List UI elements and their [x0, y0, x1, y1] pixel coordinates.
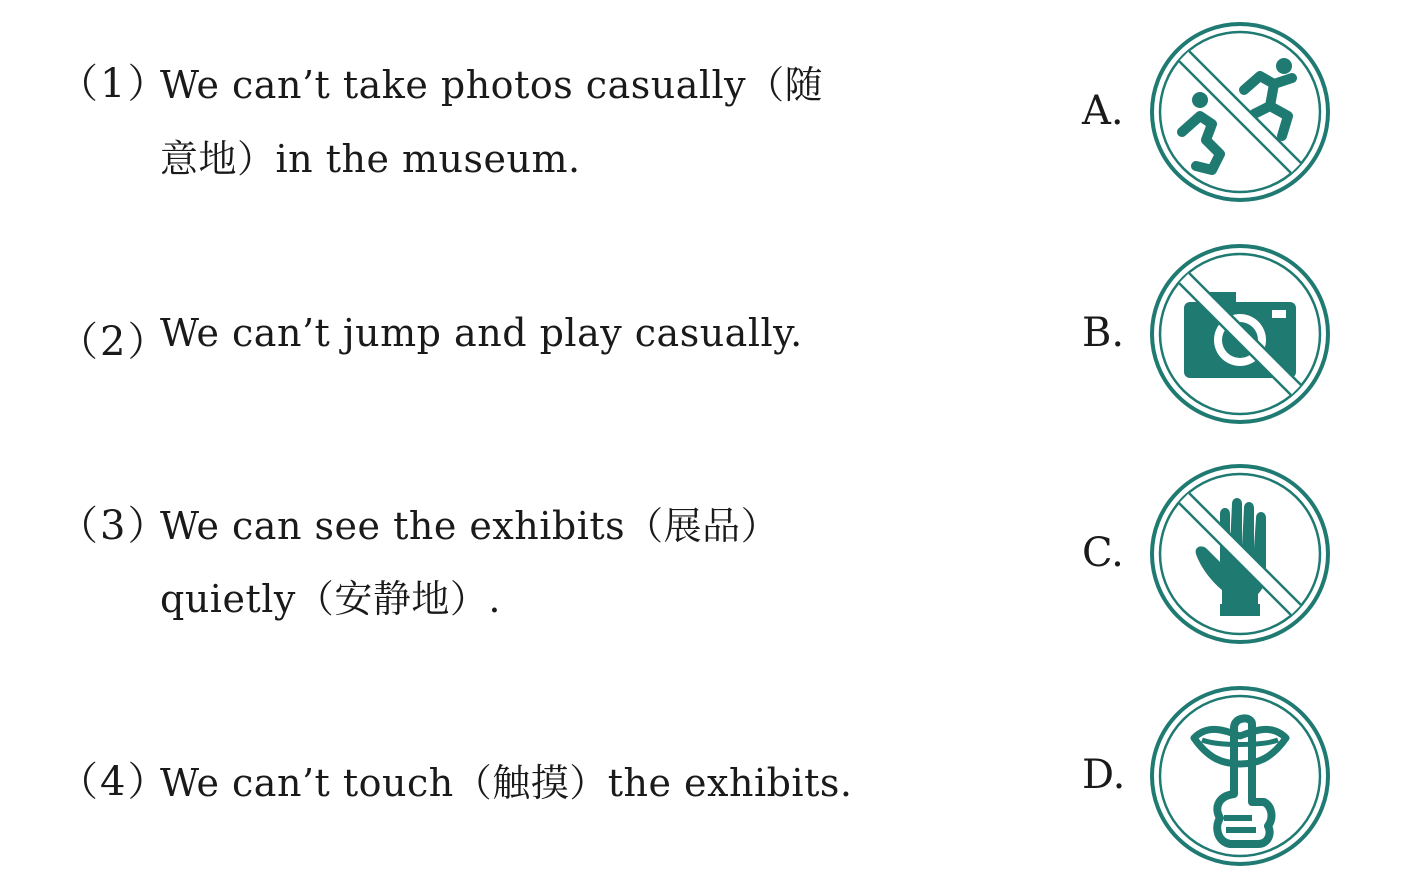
question-number: （3）	[58, 503, 170, 549]
option-letter: D.	[1082, 752, 1126, 798]
question-text-line: We can see the exhibits（展品）	[160, 504, 780, 548]
question-text-line: We can’t jump and play casually.	[160, 311, 803, 355]
question-text-line: quietly（安静地）.	[160, 577, 501, 621]
keep-quiet-sign-icon	[1148, 684, 1332, 868]
option-letter: B.	[1082, 310, 1125, 356]
no-touching-sign-icon	[1148, 462, 1332, 646]
question-number: （4）	[58, 759, 170, 805]
question-text-line: 意地）in the museum.	[160, 137, 581, 181]
option-letter: A.	[1082, 88, 1124, 134]
question-text-line: We can’t take photos casually（随	[160, 63, 824, 107]
option-letter: C.	[1082, 530, 1124, 576]
no-photography-sign-icon	[1148, 242, 1332, 426]
no-jumping-sign-icon	[1148, 20, 1332, 204]
question-text-line: We can’t touch（触摸）the exhibits.	[160, 761, 853, 805]
question-number: （2）	[58, 319, 170, 365]
question-number: （1）	[58, 61, 170, 107]
